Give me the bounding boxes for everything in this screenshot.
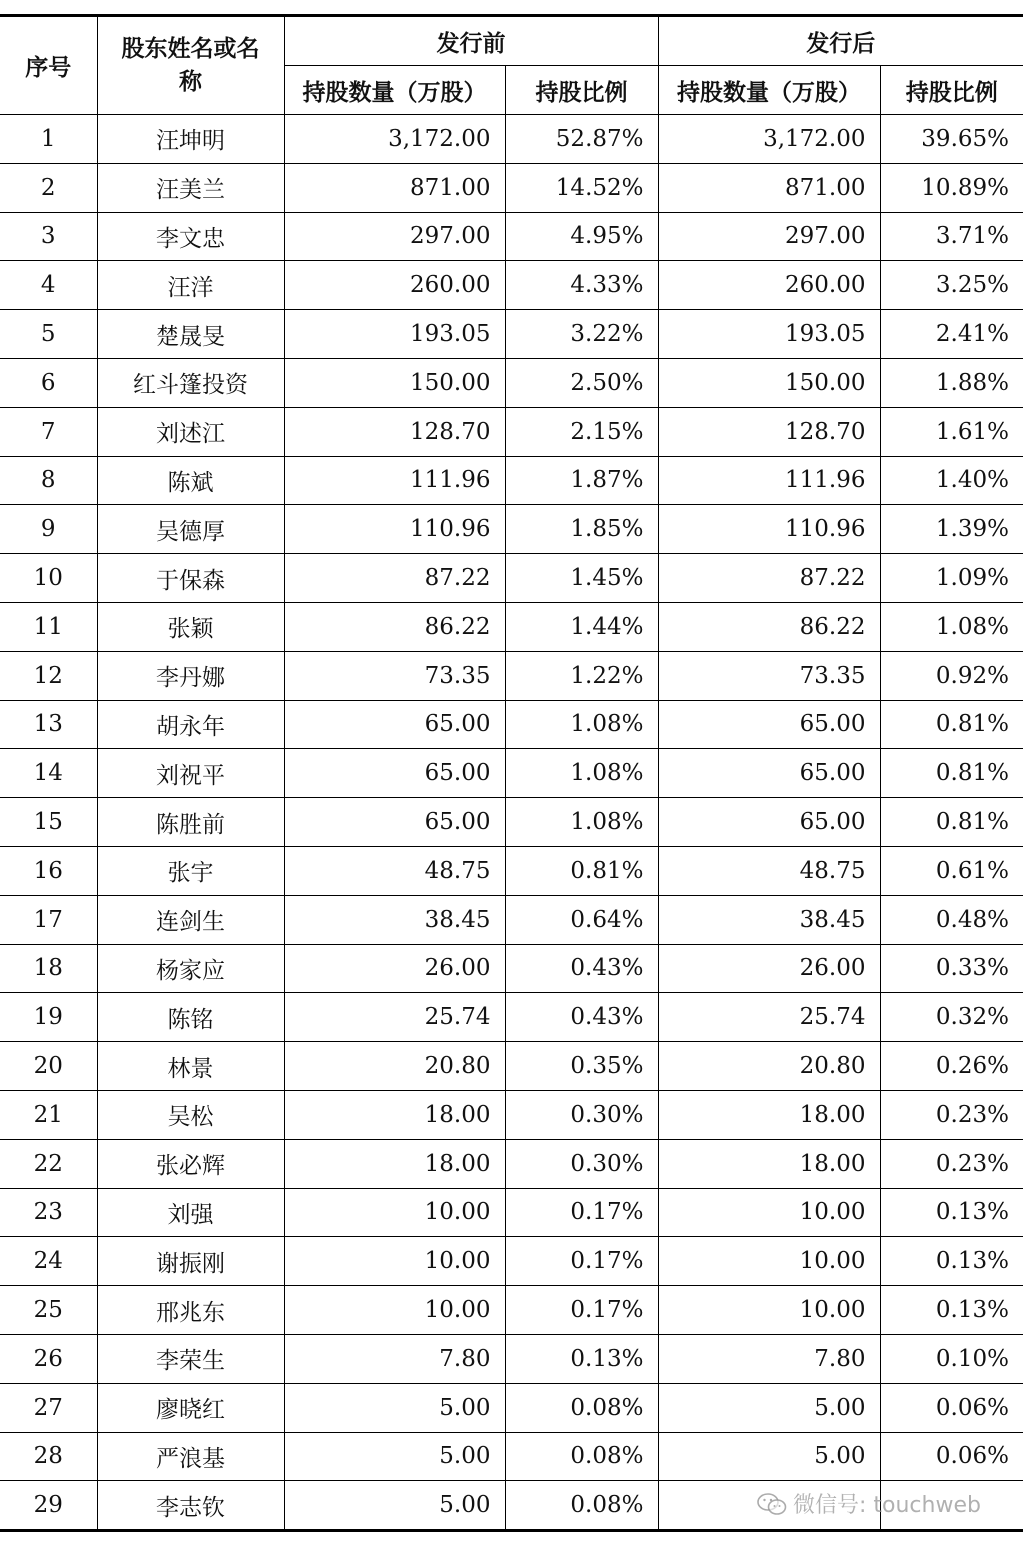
table-row — [0, 602, 1023, 651]
cell-holder-name: 杨家应 — [97, 944, 284, 993]
cell-before-shares: 26.00 — [284, 944, 505, 993]
table-row — [0, 115, 1023, 164]
cell-after-shares: 38.45 — [658, 895, 880, 944]
cell-after-ratio: 0.13% — [880, 1188, 1023, 1237]
header-after-shares: 持股数量（万股） — [658, 66, 880, 115]
table-row — [0, 700, 1023, 749]
cell-index: 25 — [0, 1286, 97, 1335]
table-body — [0, 115, 1023, 1531]
cell-index: 23 — [0, 1188, 97, 1237]
cell-holder-name: 严浪基 — [97, 1432, 284, 1481]
cell-before-shares: 48.75 — [284, 846, 505, 895]
cell-index: 19 — [0, 993, 97, 1042]
cell-before-shares: 150.00 — [284, 358, 505, 407]
cell-holder-name: 汪洋 — [97, 261, 284, 310]
cell-holder-name: 李荣生 — [97, 1334, 284, 1383]
cell-after-shares: 3,172.00 — [658, 115, 880, 164]
cell-after-shares: 111.96 — [658, 456, 880, 505]
cell-after-shares: 86.22 — [658, 602, 880, 651]
cell-index: 20 — [0, 1042, 97, 1091]
cell-index: 2 — [0, 163, 97, 212]
cell-after-ratio: 0.61% — [880, 846, 1023, 895]
cell-before-ratio: 1.44% — [505, 602, 658, 651]
cell-after-shares: 48.75 — [658, 846, 880, 895]
cell-after-shares: 65.00 — [658, 798, 880, 847]
cell-before-ratio: 1.08% — [505, 798, 658, 847]
cell-after-ratio: 0.26% — [880, 1042, 1023, 1091]
cell-after-shares: 128.70 — [658, 407, 880, 456]
cell-after-ratio: 1.40% — [880, 456, 1023, 505]
cell-holder-name: 张必辉 — [97, 1139, 284, 1188]
cell-index: 16 — [0, 846, 97, 895]
cell-before-ratio: 0.17% — [505, 1286, 658, 1335]
cell-after-ratio: 1.88% — [880, 358, 1023, 407]
table-row — [0, 1432, 1023, 1481]
cell-before-shares: 128.70 — [284, 407, 505, 456]
cell-before-ratio: 0.13% — [505, 1334, 658, 1383]
cell-before-shares: 18.00 — [284, 1090, 505, 1139]
cell-before-ratio: 1.45% — [505, 554, 658, 603]
cell-before-shares: 65.00 — [284, 749, 505, 798]
cell-index: 1 — [0, 115, 97, 164]
cell-index: 24 — [0, 1237, 97, 1286]
cell-after-shares: 150.00 — [658, 358, 880, 407]
cell-holder-name: 林景 — [97, 1042, 284, 1091]
header-before-shares: 持股数量（万股） — [284, 66, 505, 115]
cell-after-ratio: 0.33% — [880, 944, 1023, 993]
cell-before-ratio: 4.95% — [505, 212, 658, 261]
cell-after-shares: 297.00 — [658, 212, 880, 261]
cell-after-ratio: 0.92% — [880, 651, 1023, 700]
cell-before-ratio: 0.08% — [505, 1383, 658, 1432]
cell-after-shares: 26.00 — [658, 944, 880, 993]
header-row-1 — [0, 16, 1023, 66]
cell-before-shares: 871.00 — [284, 163, 505, 212]
cell-holder-name: 刘述江 — [97, 407, 284, 456]
cell-holder-name: 于保森 — [97, 554, 284, 603]
header-after: 发行后 — [658, 16, 1023, 66]
table-row — [0, 1188, 1023, 1237]
table-row — [0, 1334, 1023, 1383]
header-before-ratio: 持股比例 — [505, 66, 658, 115]
cell-holder-name: 楚晟旻 — [97, 310, 284, 359]
cell-before-shares: 260.00 — [284, 261, 505, 310]
cell-holder-name: 胡永年 — [97, 700, 284, 749]
header-after-ratio: 持股比例 — [880, 66, 1023, 115]
cell-after-ratio: 0.06% — [880, 1432, 1023, 1481]
cell-before-ratio: 0.17% — [505, 1237, 658, 1286]
cell-after-shares: 10.00 — [658, 1237, 880, 1286]
cell-before-ratio: 1.08% — [505, 700, 658, 749]
shareholding-table — [0, 14, 1023, 1532]
table-row — [0, 505, 1023, 554]
cell-after-ratio: 0.06% — [880, 1383, 1023, 1432]
cell-before-ratio: 52.87% — [505, 115, 658, 164]
table-row — [0, 895, 1023, 944]
cell-before-shares: 65.00 — [284, 700, 505, 749]
table-row — [0, 1286, 1023, 1335]
cell-index: 17 — [0, 895, 97, 944]
table-row — [0, 261, 1023, 310]
cell-before-ratio: 2.50% — [505, 358, 658, 407]
cell-before-shares: 25.74 — [284, 993, 505, 1042]
cell-after-shares: 65.00 — [658, 700, 880, 749]
cell-after-shares: 5.00 — [658, 1383, 880, 1432]
cell-after-shares: 20.80 — [658, 1042, 880, 1091]
table-row — [0, 651, 1023, 700]
cell-before-shares: 111.96 — [284, 456, 505, 505]
watermark-text: 微信号: touchweb — [793, 1493, 981, 1518]
cell-before-ratio: 0.81% — [505, 846, 658, 895]
cell-holder-name: 汪坤明 — [97, 115, 284, 164]
cell-after-shares: 10.00 — [658, 1286, 880, 1335]
cell-after-shares: 193.05 — [658, 310, 880, 359]
table-row — [0, 163, 1023, 212]
cell-after-shares: 260.00 — [658, 261, 880, 310]
cell-index: 27 — [0, 1383, 97, 1432]
cell-index: 5 — [0, 310, 97, 359]
cell-before-ratio: 1.85% — [505, 505, 658, 554]
cell-after-ratio — [880, 1481, 1023, 1531]
cell-holder-name: 廖晓红 — [97, 1383, 284, 1432]
cell-before-shares: 65.00 — [284, 798, 505, 847]
cell-after-shares: 73.35 — [658, 651, 880, 700]
table-row — [0, 1090, 1023, 1139]
cell-after-shares: 110.96 — [658, 505, 880, 554]
table-row — [0, 993, 1023, 1042]
cell-after-ratio: 3.25% — [880, 261, 1023, 310]
table-row — [0, 798, 1023, 847]
cell-index: 26 — [0, 1334, 97, 1383]
cell-holder-name: 连剑生 — [97, 895, 284, 944]
cell-before-ratio: 0.35% — [505, 1042, 658, 1091]
cell-before-shares: 10.00 — [284, 1188, 505, 1237]
cell-index: 13 — [0, 700, 97, 749]
table-row — [0, 1481, 1023, 1531]
cell-after-ratio: 2.41% — [880, 310, 1023, 359]
cell-after-ratio: 0.23% — [880, 1139, 1023, 1188]
cell-holder-name: 陈铭 — [97, 993, 284, 1042]
cell-after-ratio: 0.13% — [880, 1286, 1023, 1335]
cell-index: 21 — [0, 1090, 97, 1139]
cell-holder-name: 刘强 — [97, 1188, 284, 1237]
cell-after-shares: 18.00 — [658, 1090, 880, 1139]
cell-before-shares: 5.00 — [284, 1481, 505, 1531]
cell-holder-name: 红斗篷投资 — [97, 358, 284, 407]
cell-before-ratio: 14.52% — [505, 163, 658, 212]
cell-before-shares: 110.96 — [284, 505, 505, 554]
cell-holder-name: 汪美兰 — [97, 163, 284, 212]
cell-before-ratio: 2.15% — [505, 407, 658, 456]
cell-holder-name: 邢兆东 — [97, 1286, 284, 1335]
cell-index: 4 — [0, 261, 97, 310]
table-row — [0, 749, 1023, 798]
cell-holder-name: 陈胜前 — [97, 798, 284, 847]
cell-before-shares: 38.45 — [284, 895, 505, 944]
cell-index: 8 — [0, 456, 97, 505]
table-row — [0, 407, 1023, 456]
cell-after-shares — [658, 1481, 880, 1531]
cell-before-shares: 7.80 — [284, 1334, 505, 1383]
cell-index: 9 — [0, 505, 97, 554]
cell-before-ratio: 0.08% — [505, 1481, 658, 1531]
cell-after-ratio: 1.08% — [880, 602, 1023, 651]
cell-after-ratio: 0.23% — [880, 1090, 1023, 1139]
cell-after-shares: 871.00 — [658, 163, 880, 212]
table-row — [0, 554, 1023, 603]
cell-after-ratio: 3.71% — [880, 212, 1023, 261]
cell-holder-name: 李文忠 — [97, 212, 284, 261]
table-row — [0, 212, 1023, 261]
cell-index: 11 — [0, 602, 97, 651]
header-holder: 股东姓名或名称 — [97, 16, 284, 115]
cell-after-ratio: 0.81% — [880, 700, 1023, 749]
cell-index: 3 — [0, 212, 97, 261]
cell-before-ratio: 0.17% — [505, 1188, 658, 1237]
cell-after-ratio: 1.09% — [880, 554, 1023, 603]
cell-before-ratio: 0.08% — [505, 1432, 658, 1481]
cell-after-ratio: 1.61% — [880, 407, 1023, 456]
cell-before-shares: 5.00 — [284, 1383, 505, 1432]
cell-after-ratio: 10.89% — [880, 163, 1023, 212]
cell-before-shares: 20.80 — [284, 1042, 505, 1091]
cell-before-ratio: 4.33% — [505, 261, 658, 310]
cell-after-shares: 87.22 — [658, 554, 880, 603]
table-row — [0, 310, 1023, 359]
table-row — [0, 1042, 1023, 1091]
cell-before-ratio: 0.43% — [505, 944, 658, 993]
cell-index: 14 — [0, 749, 97, 798]
cell-index: 29 — [0, 1481, 97, 1531]
cell-before-shares: 3,172.00 — [284, 115, 505, 164]
cell-before-ratio: 0.64% — [505, 895, 658, 944]
table-row — [0, 944, 1023, 993]
cell-holder-name: 吴松 — [97, 1090, 284, 1139]
cell-after-ratio: 0.81% — [880, 749, 1023, 798]
cell-index: 18 — [0, 944, 97, 993]
cell-before-ratio: 1.87% — [505, 456, 658, 505]
cell-before-shares: 87.22 — [284, 554, 505, 603]
cell-after-shares: 18.00 — [658, 1139, 880, 1188]
cell-after-ratio: 0.48% — [880, 895, 1023, 944]
cell-after-shares: 10.00 — [658, 1188, 880, 1237]
cell-before-shares: 18.00 — [284, 1139, 505, 1188]
cell-holder-name: 李丹娜 — [97, 651, 284, 700]
cell-holder-name: 李志钦 — [97, 1481, 284, 1531]
cell-after-ratio: 0.13% — [880, 1237, 1023, 1286]
header-index: 序号 — [0, 16, 97, 115]
header-before: 发行前 — [284, 16, 658, 66]
table-row — [0, 358, 1023, 407]
cell-after-ratio: 1.39% — [880, 505, 1023, 554]
cell-before-ratio: 1.22% — [505, 651, 658, 700]
cell-before-shares: 86.22 — [284, 602, 505, 651]
cell-before-ratio: 3.22% — [505, 310, 658, 359]
cell-after-ratio: 0.32% — [880, 993, 1023, 1042]
cell-before-shares: 5.00 — [284, 1432, 505, 1481]
table-row — [0, 456, 1023, 505]
cell-before-shares: 193.05 — [284, 310, 505, 359]
cell-index: 12 — [0, 651, 97, 700]
cell-after-shares: 25.74 — [658, 993, 880, 1042]
cell-holder-name: 吴德厚 — [97, 505, 284, 554]
cell-before-ratio: 0.30% — [505, 1090, 658, 1139]
table-row — [0, 846, 1023, 895]
cell-after-shares: 65.00 — [658, 749, 880, 798]
cell-index: 6 — [0, 358, 97, 407]
cell-holder-name: 陈斌 — [97, 456, 284, 505]
cell-before-shares: 73.35 — [284, 651, 505, 700]
cell-holder-name: 张宇 — [97, 846, 284, 895]
cell-index: 7 — [0, 407, 97, 456]
cell-before-ratio: 0.43% — [505, 993, 658, 1042]
cell-after-ratio: 0.10% — [880, 1334, 1023, 1383]
cell-holder-name: 张颖 — [97, 602, 284, 651]
table-row — [0, 1139, 1023, 1188]
cell-after-ratio: 0.81% — [880, 798, 1023, 847]
table-row — [0, 1383, 1023, 1432]
cell-before-shares: 10.00 — [284, 1286, 505, 1335]
cell-index: 22 — [0, 1139, 97, 1188]
cell-before-shares: 297.00 — [284, 212, 505, 261]
cell-index: 28 — [0, 1432, 97, 1481]
cell-index: 10 — [0, 554, 97, 603]
cell-after-shares: 5.00 — [658, 1432, 880, 1481]
cell-after-shares: 7.80 — [658, 1334, 880, 1383]
table-row — [0, 1237, 1023, 1286]
cell-holder-name: 刘祝平 — [97, 749, 284, 798]
cell-index: 15 — [0, 798, 97, 847]
cell-before-shares: 10.00 — [284, 1237, 505, 1286]
cell-holder-name: 谢振刚 — [97, 1237, 284, 1286]
cell-before-ratio: 1.08% — [505, 749, 658, 798]
cell-before-ratio: 0.30% — [505, 1139, 658, 1188]
cell-after-ratio: 39.65% — [880, 115, 1023, 164]
